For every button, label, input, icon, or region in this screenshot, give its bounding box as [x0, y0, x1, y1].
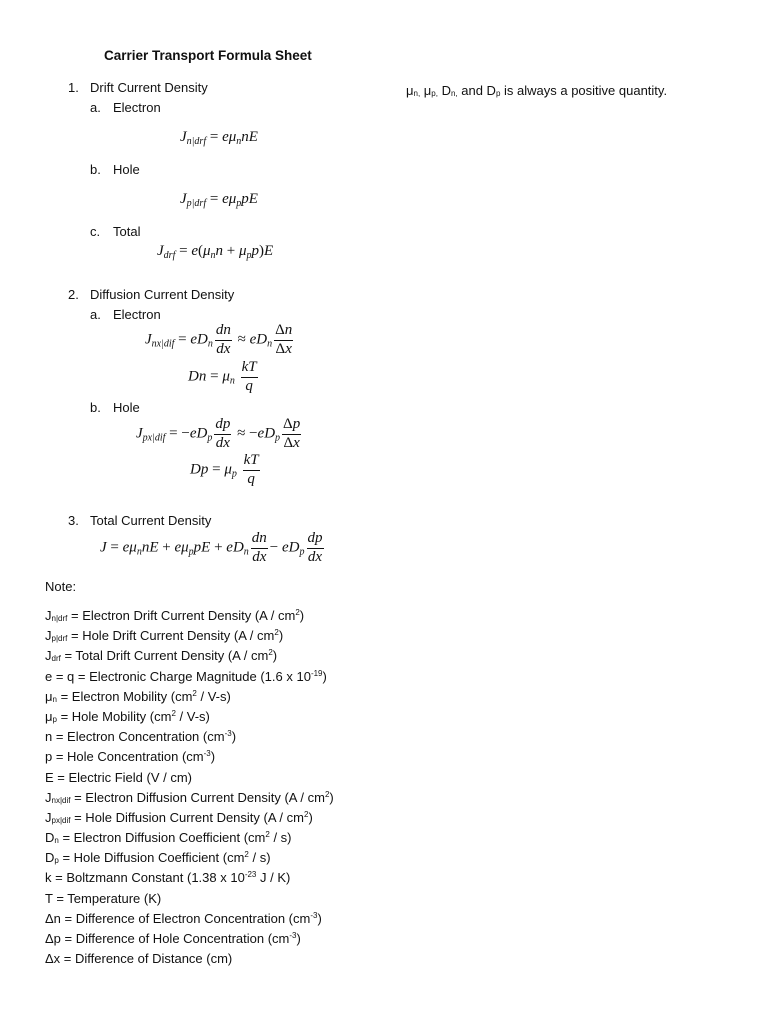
- note-heading: Note:: [45, 579, 77, 594]
- note-item: k = Boltzmann Constant (1.38 x $10^{-23}$ J / K): [45, 870, 291, 886]
- note-item: $D_n$ = Electron Diffusion Coefficient $(cm^2 / s)$: [45, 830, 292, 846]
- note-item: n = Electron Concentration $(cm^{-3})$: [45, 729, 237, 745]
- note-item: p = Hole Concentration $(cm^{-3})$: [45, 749, 216, 765]
- page-title: Carrier Transport Formula Sheet: [104, 48, 312, 63]
- item-1c-label: Total: [113, 224, 141, 239]
- formula-hole-drift: $J_{p|drf} = e\mu_ppE$: [180, 191, 258, 209]
- section-1-heading: Drift Current Density: [90, 80, 208, 95]
- note-item: $J_{nx|dif}$ = Electron Diffusion Current Density $(A / cm^2)$: [45, 789, 334, 805]
- note-item: $J_{p|drf}$ = Hole Drift Current Density $(A / cm^2)$: [45, 628, 284, 644]
- formula-electron-drift: $J_{n|drf} = e\mu_nnE$: [180, 129, 258, 147]
- formula-electron-diffusion-coefficient: $Dn = \mu_n$ $\frac{kT}{q}$: [188, 359, 257, 394]
- side-note: $\mu_{n,}$ $\mu_{p,}$ $D_{n,}$ and $D_p$ is always a positive quantity.: [406, 83, 668, 98]
- item-2b-label: Hole: [113, 400, 140, 415]
- item-1a-label: Electron: [113, 100, 161, 115]
- item-2a-letter: a.: [90, 307, 101, 322]
- note-item: $J_{n|drf}$ = Electron Drift Current Density $(A / cm^2)$: [45, 608, 305, 623]
- notes-list: [45, 606, 334, 969]
- note-item: Δn = Difference of Electron Concentration $(cm^{-3})$: [45, 910, 322, 926]
- section-2-number: 2.: [68, 287, 79, 302]
- item-2a-label: Electron: [113, 307, 161, 322]
- item-2b-letter: b.: [90, 400, 101, 415]
- item-1b-label: Hole: [113, 162, 140, 177]
- note-item: $J_{px|dif}$ = Hole Diffusion Current Density $(A / cm^2)$: [45, 809, 313, 825]
- section-2-heading: Diffusion Current Density: [90, 287, 235, 302]
- note-item: $\mu_n$ = Electron Mobility $(cm^2 / V-s)$: [45, 688, 231, 704]
- section-3-number: 3.: [68, 513, 79, 528]
- note-item: E = Electric Field (V / cm): [45, 769, 192, 785]
- formula-hole-diffusion-coefficient: $Dp = \mu_p$ $\frac{kT}{q}$: [190, 452, 259, 487]
- formula-electron-diffusion: $J_{nx|dif} = eD_n$ $\frac{dn}{dx}$ ≈ $eD_n$ $\frac{\Delta n}{\Delta x}$: [145, 322, 293, 357]
- note-item: Δp = Difference of Hole Concentration $(cm^{-3})$: [45, 931, 301, 946]
- note-item: $J_{drf}$ = Total Drift Current Density $(A / cm^2)$: [45, 648, 278, 664]
- item-1c-letter: c.: [90, 224, 101, 239]
- note-item: $D_p$ = Hole Diffusion Coefficient $(cm^2 / s)$: [45, 850, 271, 866]
- item-1b-letter: b.: [90, 162, 101, 177]
- note-item: $\mu_p$ = Hole Mobility $(cm^2 / V-s)$: [45, 708, 210, 724]
- item-1a-letter: a.: [90, 100, 101, 115]
- note-item: T = Temperature (K): [45, 890, 162, 906]
- note-item: e = q = Electronic Charge Magnitude (1.6 x $10^{-19}$): [45, 668, 327, 684]
- section-3-heading: Total Current Density: [90, 513, 212, 528]
- formula-total-current: $J = e\mu_nnE + e\mu_ppE + eD_n$ $\frac{dn}{dx}$ − $eD_p$ $\frac{dp}{dx}$: [100, 530, 323, 565]
- formula-hole-diffusion: $J_{px|dif} = -eD_p$ $\frac{dp}{dx}$ ≈ $-eD_p$ $\frac{\Delta p}{\Delta x}$: [136, 416, 301, 451]
- formula-total-drift: $J_{drf} = e(\mu_nn + \mu_pp)E$: [157, 243, 274, 261]
- note-item: Δx = Difference of Distance (cm): [45, 951, 233, 967]
- section-1-number: 1.: [68, 80, 79, 95]
